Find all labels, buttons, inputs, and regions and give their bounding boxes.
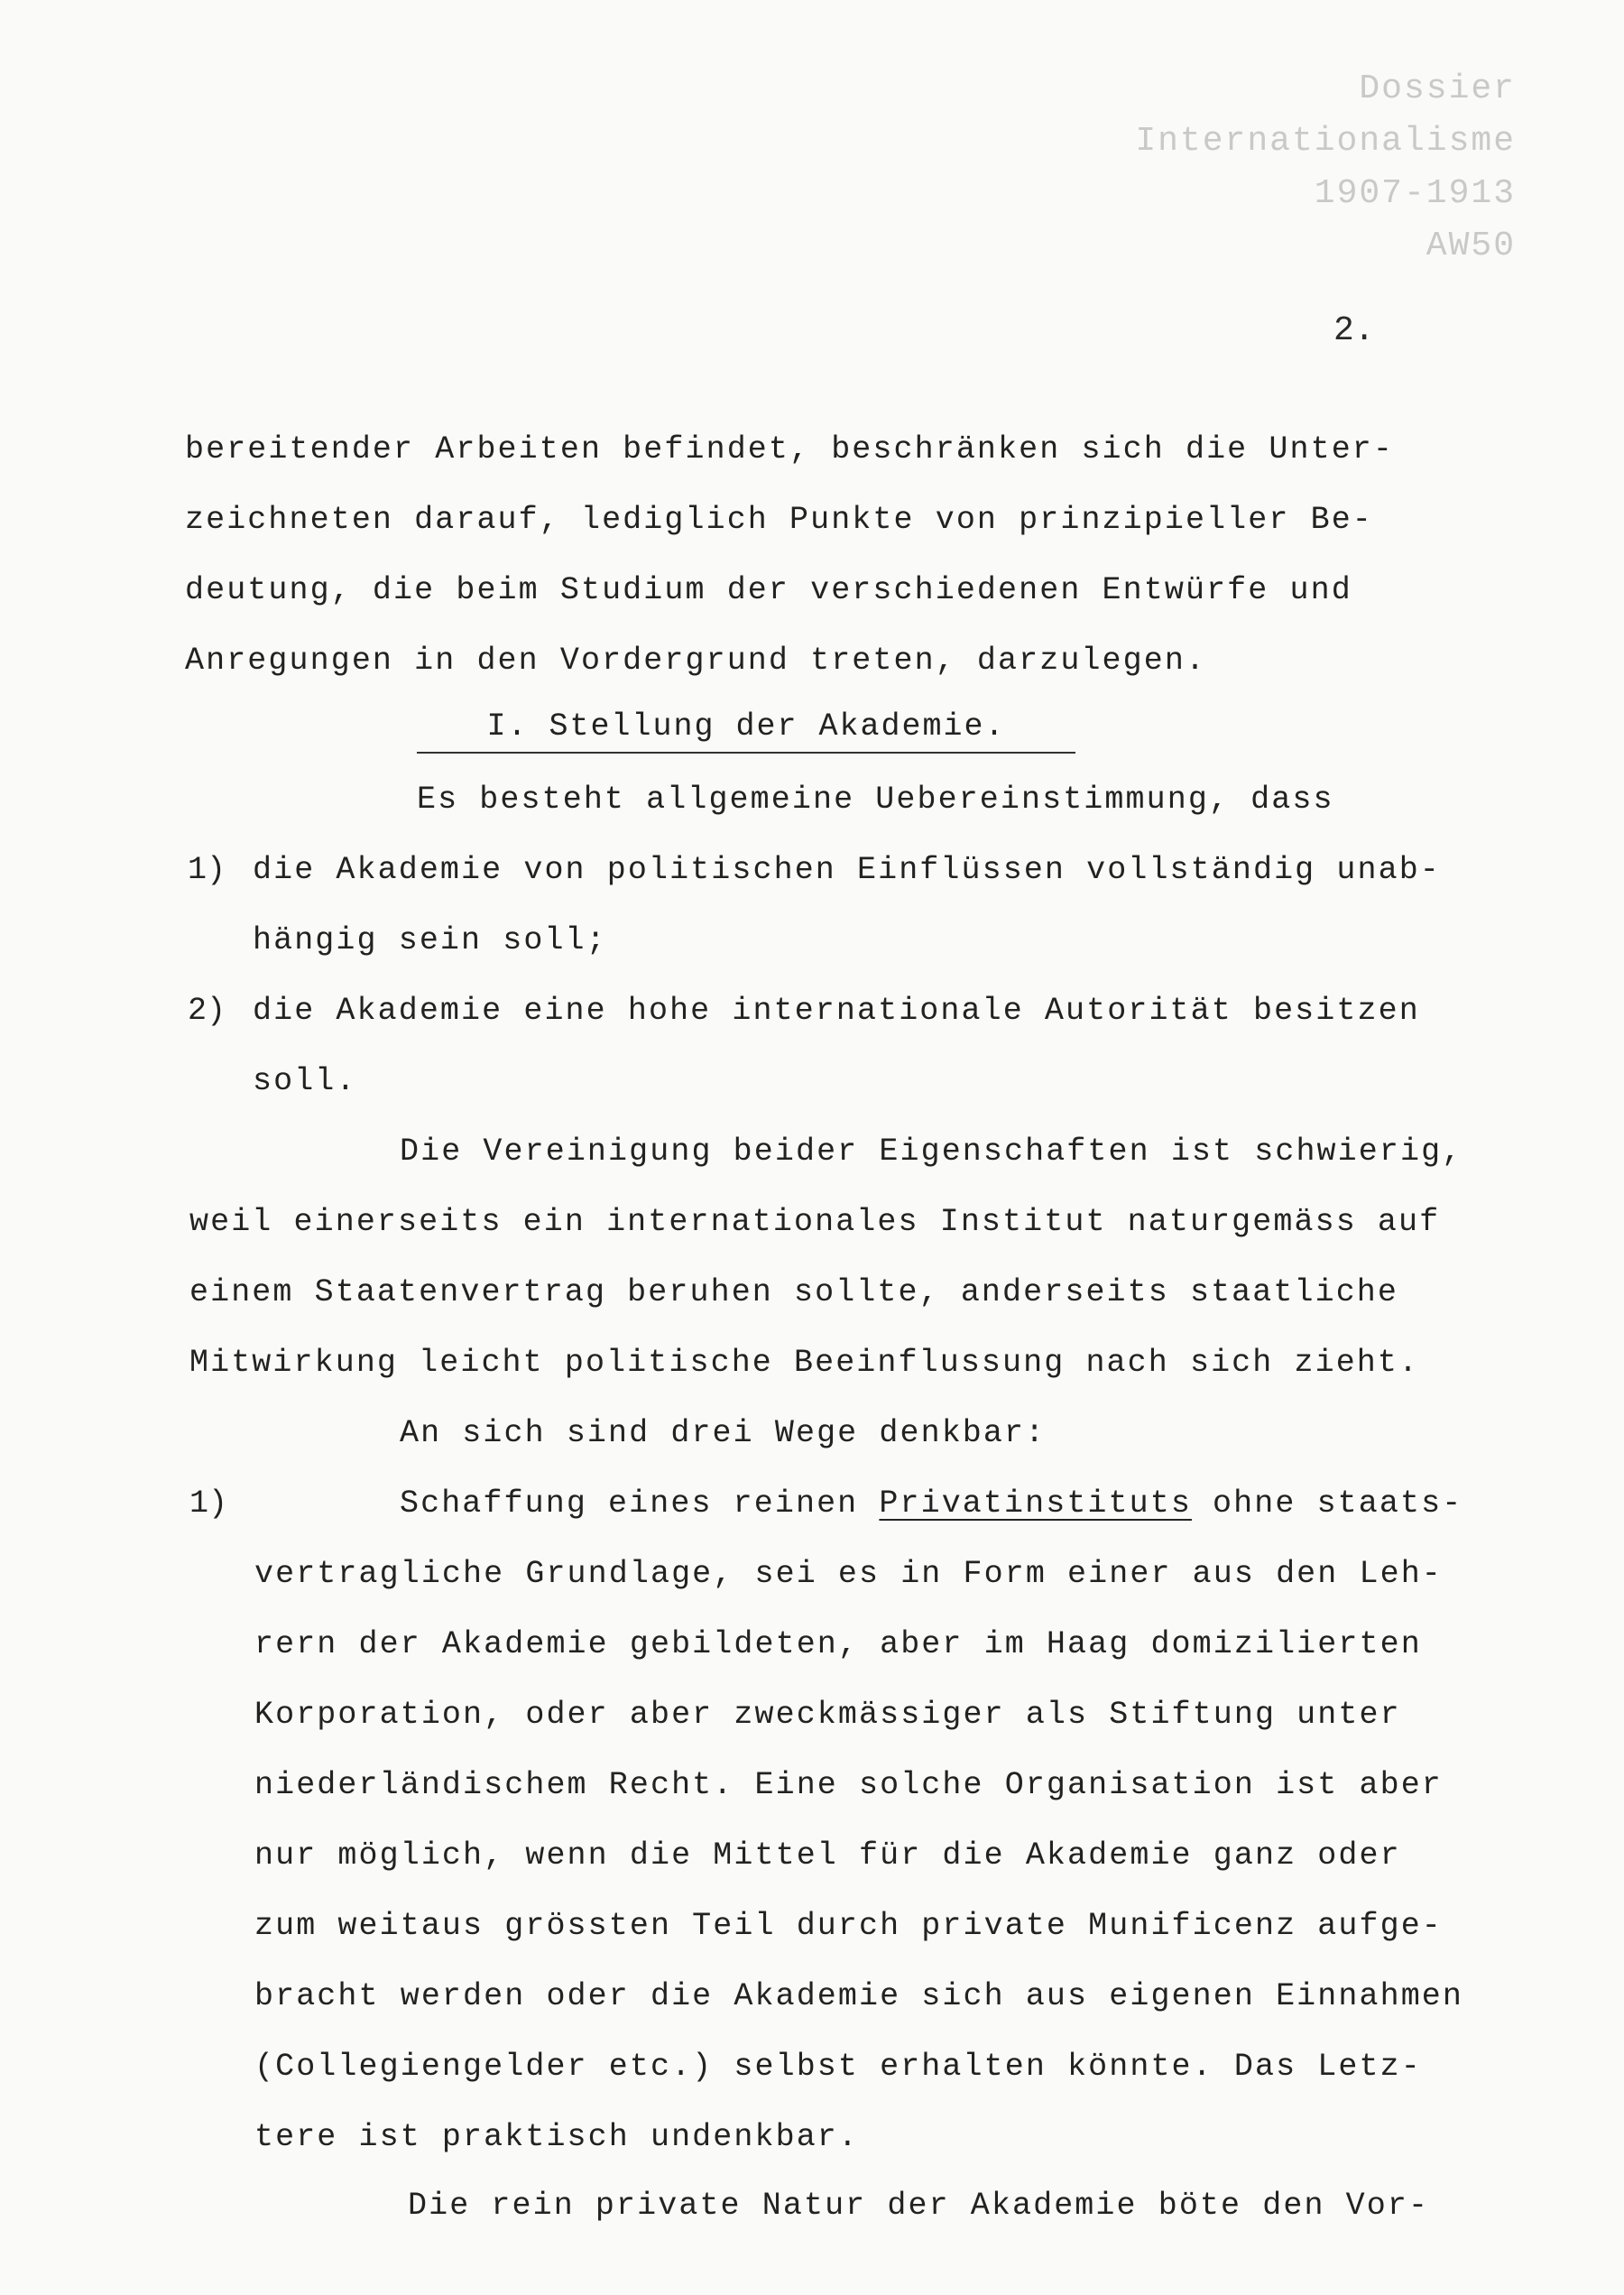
way1-suffix: ohne staats- bbox=[1191, 1485, 1463, 1522]
intro-line: bereitender Arbeiten befindet, beschränken sich die Unter- bbox=[185, 431, 1394, 467]
consensus-item-line: soll. bbox=[253, 1063, 357, 1099]
list-marker: 2) bbox=[188, 993, 226, 1029]
list-marker: 1) bbox=[188, 852, 226, 888]
intro-line: zeichneten darauf, lediglich Punkte von prinzipieller Be- bbox=[185, 502, 1373, 538]
way1-first-line bbox=[400, 1485, 1463, 1522]
consensus-intro: Es besteht allgemeine Uebereinstimmung, dass bbox=[417, 782, 1334, 818]
consensus-item-line: die Akademie von politischen Einflüssen vollständig unab- bbox=[253, 852, 1441, 888]
stamp-line-years: 1907-1913 bbox=[1314, 174, 1516, 213]
archive-stamp bbox=[1135, 63, 1516, 273]
way1-line: bracht werden oder die Akademie sich aus eigenen Einnahmen bbox=[254, 1978, 1463, 2014]
difficulty-line: Die Vereinigung beider Eigenschaften ist schwierig, bbox=[400, 1134, 1463, 1170]
way1-line: zum weitaus grössten Teil durch private Munificenz aufge- bbox=[254, 1908, 1443, 1944]
difficulty-line: einem Staatenvertrag beruhen sollte, anderseits staatliche bbox=[189, 1274, 1398, 1310]
way1-line: tere ist praktisch undenkbar. bbox=[254, 2119, 859, 2155]
intro-line: Anregungen in den Vordergrund treten, darzulegen. bbox=[185, 643, 1207, 679]
way1-line: Korporation, oder aber zweckmässiger als Stiftung unter bbox=[254, 1697, 1401, 1733]
way1-line: (Collegiengelder etc.) selbst erhalten könnte. Das Letz- bbox=[254, 2049, 1422, 2085]
list-marker: 1) bbox=[189, 1485, 228, 1522]
stamp-line-dossier: Dossier bbox=[1359, 69, 1516, 108]
way1-line: nur möglich, wenn die Mittel für die Akademie ganz oder bbox=[254, 1837, 1401, 1874]
difficulty-line: weil einerseits ein internationales Institut naturgemäss auf bbox=[189, 1204, 1441, 1240]
way1-line: niederländischem Recht. Eine solche Organisation ist aber bbox=[254, 1767, 1443, 1803]
intro-line: deutung, die beim Studium der verschiedenen Entwürfe und bbox=[185, 572, 1352, 608]
page-number: 2. bbox=[1333, 311, 1375, 350]
closing-line: Die rein private Natur der Akademie böte den Vor- bbox=[408, 2188, 1430, 2224]
consensus-item-line: die Akademie eine hohe internationale Autorität besitzen bbox=[253, 993, 1420, 1029]
way1-emphasis: Privatinstituts bbox=[879, 1485, 1192, 1522]
way1-line: vertragliche Grundlage, sei es in Form einer aus den Leh- bbox=[254, 1556, 1443, 1592]
ways-intro: An sich sind drei Wege denkbar: bbox=[400, 1415, 1047, 1451]
difficulty-line: Mitwirkung leicht politische Beeinflussung nach sich zieht. bbox=[189, 1345, 1420, 1381]
stamp-line-collection: Internationalisme bbox=[1135, 122, 1516, 161]
way1-line: rern der Akademie gebildeten, aber im Haag domizilierten bbox=[254, 1626, 1422, 1662]
way1-prefix: Schaffung eines reinen bbox=[400, 1485, 880, 1522]
section-heading: I. Stellung der Akademie. bbox=[417, 708, 1075, 754]
stamp-line-code: AW50 bbox=[1426, 227, 1516, 265]
consensus-item-line: hängig sein soll; bbox=[253, 922, 607, 958]
